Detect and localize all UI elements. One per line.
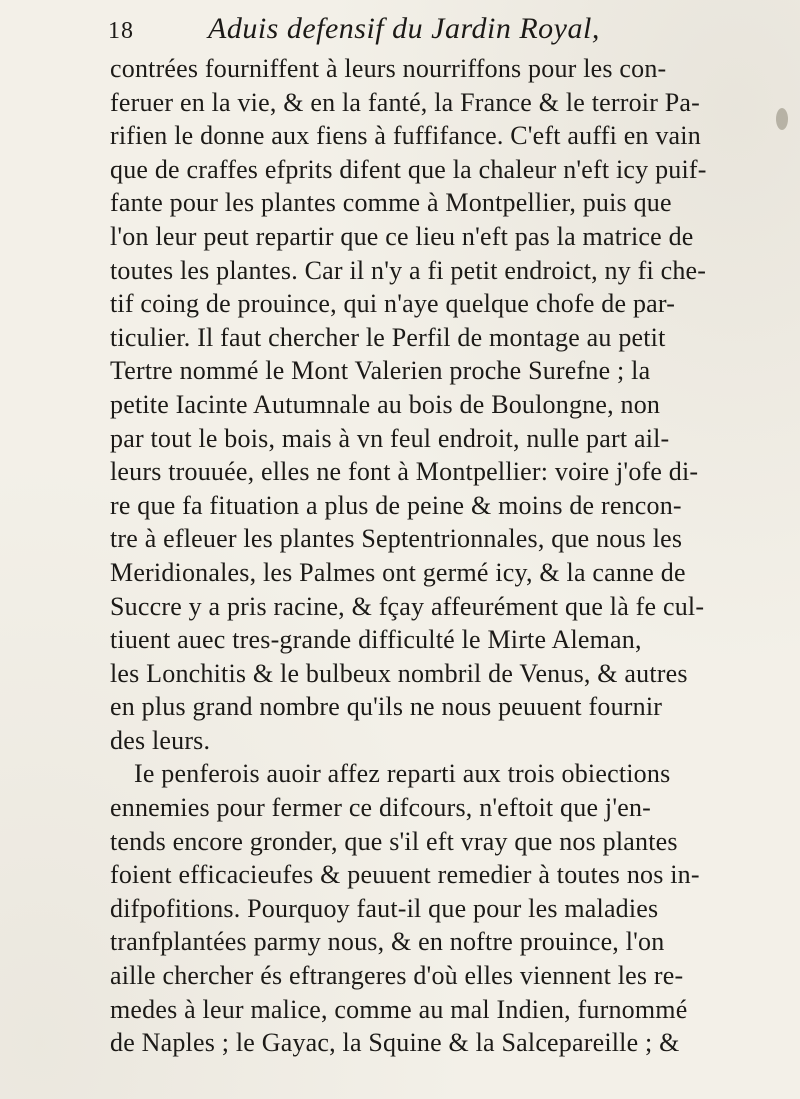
paragraph-start-line: Ie penferois auoir affez reparti aux trois obiections — [134, 759, 671, 789]
page-number: 18 — [108, 18, 134, 44]
running-head: Aduis defensif du Jardin Royal, — [208, 12, 600, 45]
text-line: Meridionales, les Palmes ont germé icy, & la canne de — [110, 557, 686, 587]
ink-smudge — [776, 108, 788, 130]
text-line: tif coing de prouince, qui n'aye quelque chofe de par- — [110, 289, 676, 319]
text-line: contrées fourniffent à leurs nourriffons pour les con- — [110, 54, 667, 83]
text-line: rifien le donne aux fiens à fuffifance. C'eft auffi en vain — [110, 121, 701, 151]
text-line: toutes les plantes. Car il n'y a fi petit endroict, ny fi che- — [110, 255, 707, 285]
text-line: des leurs. — [110, 725, 211, 755]
text-line: difpofitions. Pourquoy faut-il que pour les maladies — [110, 893, 659, 923]
text-line: en plus grand nombre qu'ils ne nous peuuent fournir — [110, 692, 663, 722]
text-line: Tertre nommé le Mont Valerien proche Surefne ; la — [110, 356, 651, 386]
text-line: leurs trouuée, elles ne font à Montpellier: voire j'ofe di- — [110, 457, 699, 487]
text-line: par tout le bois, mais à vn feul endroit, nulle part ail- — [110, 423, 670, 453]
text-line: tiuent auec tres-grande difficulté le Mirte Aleman, — [110, 625, 642, 655]
text-line: petite Iacinte Autumnale au bois de Boulongne, non — [110, 389, 661, 419]
text-line: medes à leur malice, comme au mal Indien, furnommé — [110, 994, 688, 1024]
body-text — [110, 52, 750, 1060]
text-line: foient efficacieufes & peuuent remedier à toutes nos in- — [110, 860, 700, 890]
text-line: fante pour les plantes comme à Montpellier, puis que — [110, 188, 672, 218]
text-line: feruer en la vie, & en la fanté, la France & le terroir Pa- — [110, 87, 701, 117]
text-line: de Naples ; le Gayac, la Squine & la Salcepareille ; & — [110, 1028, 680, 1058]
text-line: tre à efleuer les plantes Septentrionnales, que nous les — [110, 524, 683, 554]
text-line: les Lonchitis & le bulbeux nombril de Venus, & autres — [110, 658, 688, 688]
text-line: tends encore gronder, que s'il eft vray que nos plantes — [110, 826, 678, 856]
text-line: re que fa fituation a plus de peine & moins de rencon- — [110, 490, 682, 520]
text-line: Succre y a pris racine, & fçay affeurément que là fe cul- — [110, 591, 705, 621]
text-line: ennemies pour fermer ce difcours, n'eftoit que j'en- — [110, 793, 652, 823]
text-line: l'on leur peut repartir que ce lieu n'eft pas la matrice de — [110, 221, 694, 251]
text-line: ticulier. Il faut chercher le Perfil de montage au petit — [110, 322, 666, 352]
text-line: aille chercher és eftrangeres d'où elles viennent les re- — [110, 961, 684, 991]
text-line: tranfplantées parmy nous, & en noftre prouince, l'on — [110, 927, 665, 957]
text-line: que de craffes efprits difent que la chaleur n'eft icy puif- — [110, 154, 707, 184]
